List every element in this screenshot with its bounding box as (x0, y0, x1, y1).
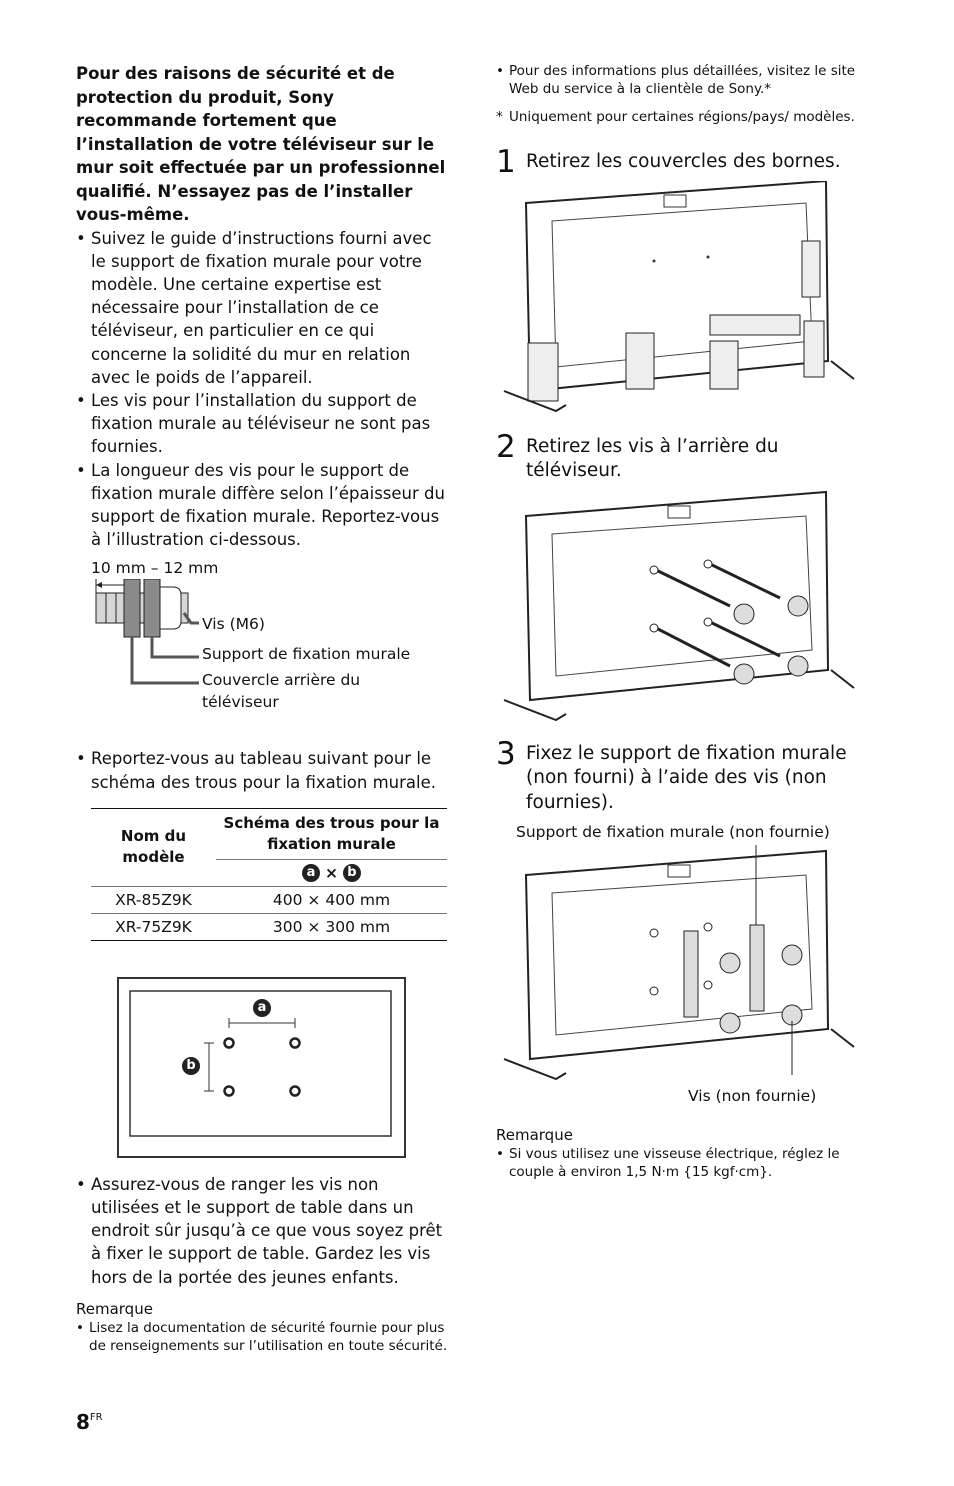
pattern-cell: 400 × 400 mm (272, 890, 391, 909)
bullet-screws-not-supplied: • Les vis pour l’installation du support de fixation murale au téléviseur ne sont pas fournies. (76, 389, 448, 459)
dimension-label: 10 mm – 12 mm (91, 559, 219, 578)
badge-a: a (302, 864, 320, 882)
diagram-label-a: a (253, 999, 271, 1017)
step-text: Retirez les vis à l’arrière du téléviseur. (526, 435, 779, 481)
step-1 (496, 144, 872, 180)
footnote-text: Uniquement pour certaines régions/pays/ modèles. (509, 109, 855, 125)
step-3 (496, 735, 872, 816)
pattern-cell: 300 × 300 mm (272, 917, 391, 936)
right-column (496, 62, 872, 1181)
model-cell: XR-75Z9K (115, 917, 192, 936)
diagram-label-b: b (182, 1057, 200, 1075)
hole-pattern-diagram (117, 977, 448, 1157)
label-screw-m6: Vis (M6) (202, 615, 265, 634)
screw-diagram (76, 557, 448, 747)
step-text: Fixez le support de fixation murale (non fourni) à l’aide des vis (non fournies). (526, 742, 847, 813)
safety-bullets (76, 227, 448, 552)
remark-text-right: • Si vous utilisez une visseuse électrique, réglez le couple à environ 1,5 N·m {15 kgf·cm}. (496, 1145, 872, 1181)
page-language: FR (89, 1412, 103, 1423)
model-cell: XR-85Z9K (115, 890, 192, 909)
pattern-subheader (216, 859, 447, 886)
remark-list-left (76, 1319, 448, 1355)
remark-title-left: Remarque (76, 1299, 153, 1318)
table-row (91, 886, 447, 913)
step-number: 1 (496, 144, 516, 180)
remark-title-right: Remarque (496, 1126, 573, 1144)
step-2 (496, 428, 872, 484)
table-row (91, 913, 447, 940)
step-number: 3 (496, 735, 516, 772)
bullet-web-info: • Pour des informations plus détaillées, visitez le site Web du service à la clientèle de Sony.* (496, 62, 872, 98)
step-number: 2 (496, 428, 516, 465)
col-model-header: Nom du modèle (91, 808, 216, 886)
label-wall-bracket: Support de fixation murale (202, 645, 411, 664)
footnote (496, 108, 872, 126)
label-rear-cover: Couvercle arrière du téléviseur (202, 671, 361, 712)
table-intro-list (76, 747, 448, 793)
storage-list (76, 1173, 448, 1289)
step-text: Retirez les couvercles des bornes. (526, 151, 841, 172)
left-column (76, 62, 448, 1355)
footnote-mark: * (496, 109, 503, 125)
web-info-list (496, 62, 872, 98)
remark-text-left: • Lisez la documentation de sécurité fournie pour plus de renseignements sur l’utilisation en toute sécurité. (76, 1319, 448, 1355)
step1-illustration (496, 181, 856, 421)
hole-pattern-table (91, 808, 447, 941)
bullet-screw-length: • La longueur des vis pour le support de fixation murale diffère selon l’épaisseur du support de fixation murale. Reportez-vous à l’illustration ci-dessous. (76, 459, 448, 552)
col-pattern-header: Schéma des trous pour la fixation murale (216, 808, 447, 859)
label-screw-not-supplied: Vis (non fournie) (688, 1087, 817, 1105)
step3-illustration (496, 845, 856, 1081)
safety-intro: Pour des raisons de sécurité et de protection du produit, Sony recommande fortement que l’installation de votre téléviseur sur le mur soit effectuée par un professionnel qualifié. N’essayez pas de l’installer vous-même. (76, 64, 446, 224)
remark-list-right (496, 1145, 872, 1181)
times-sign: × (325, 863, 338, 882)
step2-illustration (496, 490, 856, 730)
page-number-value: 8 (76, 1410, 90, 1434)
step3-figure (496, 821, 872, 1111)
badge-b: b (343, 864, 361, 882)
bullet-store-screws: • Assurez-vous de ranger les vis non utilisées et le support de table dans un endroit sûr jusqu’à ce que vous soyez prêt à fixer le support de table. Gardez les vis hors de la portée des jeunes enfants. (76, 1173, 448, 1289)
page-number (76, 1410, 103, 1434)
label-bracket-not-supplied: Support de fixation murale (non fournie) (516, 823, 830, 841)
bullet-table-intro: • Reportez-vous au tableau suivant pour le schéma des trous pour la fixation murale. (76, 747, 448, 793)
bullet-guide: • Suivez le guide d’instructions fourni avec le support de fixation murale pour votre modèle. Une certaine expertise est nécessaire pour l’installation de ce téléviseur, en particulier en ce qui concerne la solidité du mur en relation avec le poids de l’appareil. (76, 227, 448, 389)
